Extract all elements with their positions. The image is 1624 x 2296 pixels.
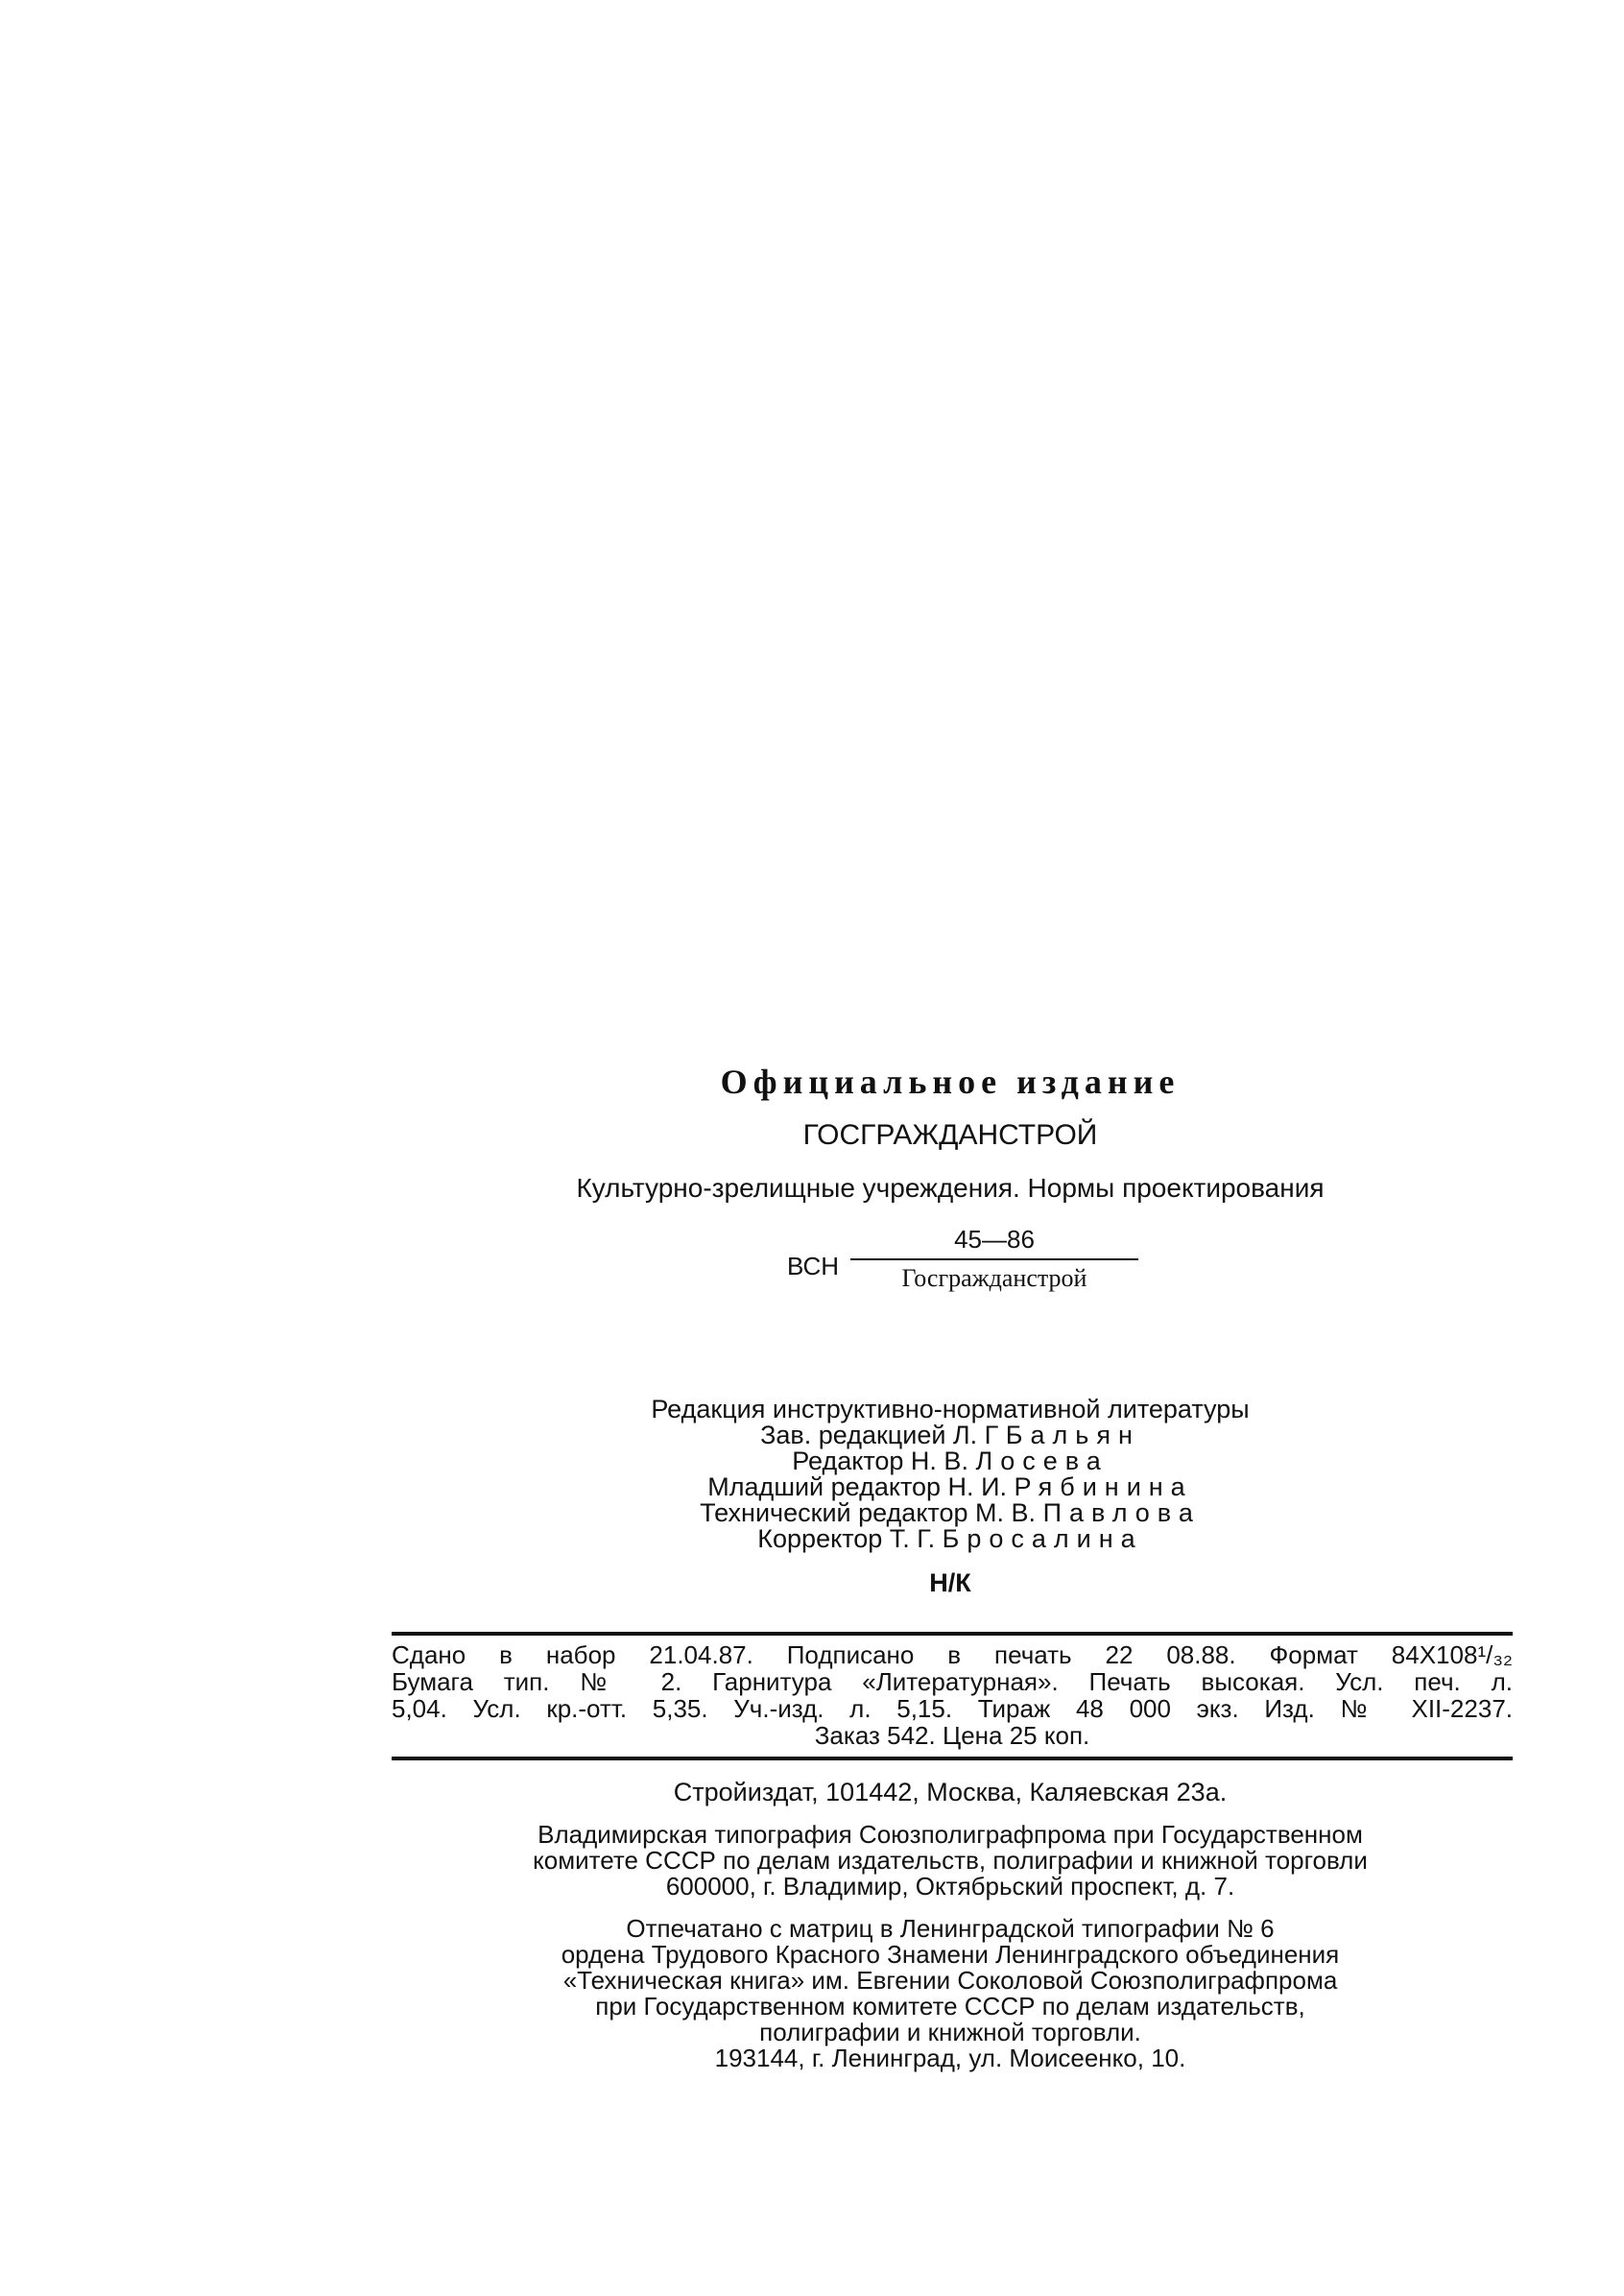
printer-line: 193144, г. Ленинград, ул. Моисеенко, 10.	[714, 2044, 1186, 2072]
credit-editor: Редактор Н. В. Лосева	[792, 1447, 1109, 1475]
imprint-top-rule	[392, 1632, 1513, 1636]
printer-line: при Государственном комитете СССР по делам издательств,	[595, 1992, 1305, 2021]
credit-junior-editor: Младший редактор Н. И. Рябинина	[707, 1472, 1193, 1501]
credit-tech-editor: Технический редактор М. В. Павлова	[700, 1498, 1201, 1527]
printer-line: Владимирская типография Союзполиграфпрома при Государственном	[537, 1820, 1363, 1849]
publisher-address: Стройиздат, 101442, Москва, Каляевская 23а.	[673, 1778, 1228, 1806]
imprint-line: Сдано в набор 21.04.87. Подписано в печать 22 08.88. Формат 84X108¹/₃₂	[392, 1640, 1513, 1669]
code-numerator: 45—86	[850, 1225, 1138, 1260]
imprint-line: Заказ 542. Цена 25 коп.	[814, 1721, 1090, 1750]
document-title: Культурно-зрелищные учреждения. Нормы проектирования	[576, 1173, 1325, 1203]
imprint-line: 5,04. Усл. кр.-отт. 5,35. Уч.-изд. л. 5,15. Тираж 48 000 экз. Изд. № XII-2237.	[392, 1694, 1513, 1723]
code-fraction	[850, 1225, 1138, 1293]
code-denominator: Госгражданстрой	[901, 1264, 1087, 1292]
imprint-block	[392, 1641, 1513, 1749]
nk-mark: Н/К	[929, 1568, 971, 1597]
printer-line: 600000, г. Владимир, Октябрьский проспект, д. 7.	[665, 1872, 1235, 1901]
credit-corrector: Корректор Т. Г. Бросалина	[757, 1524, 1143, 1553]
official-edition-heading: Официальное издание	[720, 1063, 1181, 1101]
printer-leningrad	[384, 1916, 1517, 2071]
printer-line: «Техническая книга» им. Евгении Соколовой Союзполиграфпрома	[562, 1966, 1338, 1995]
printer-vladimir	[384, 1822, 1517, 1900]
editorial-credits	[384, 1397, 1517, 1552]
printer-line: полиграфии и книжной торговли.	[759, 2018, 1141, 2046]
printer-line: ордена Трудового Красного Знамени Ленинградского объединения	[561, 1940, 1340, 1969]
imprint-bottom-rule	[392, 1757, 1513, 1760]
code-prefix: ВСН	[787, 1252, 840, 1280]
imprint-line: Бумага тип. № 2. Гарнитура «Литературная». Печать высокая. Усл. печ. л.	[392, 1667, 1513, 1696]
editorial-department: Редакция инструктивно-нормативной литературы	[651, 1395, 1250, 1423]
agency-name: ГОСГРАЖДАНСТРОЙ	[802, 1119, 1098, 1151]
printer-line: Отпечатано с матриц в Ленинградской типографии № 6	[626, 1914, 1275, 1943]
printer-line: комитете СССР по делам издательств, полиграфии и книжной торговли	[533, 1846, 1368, 1875]
credit-head: Зав. редакцией Л. Г Бальян	[760, 1421, 1140, 1449]
